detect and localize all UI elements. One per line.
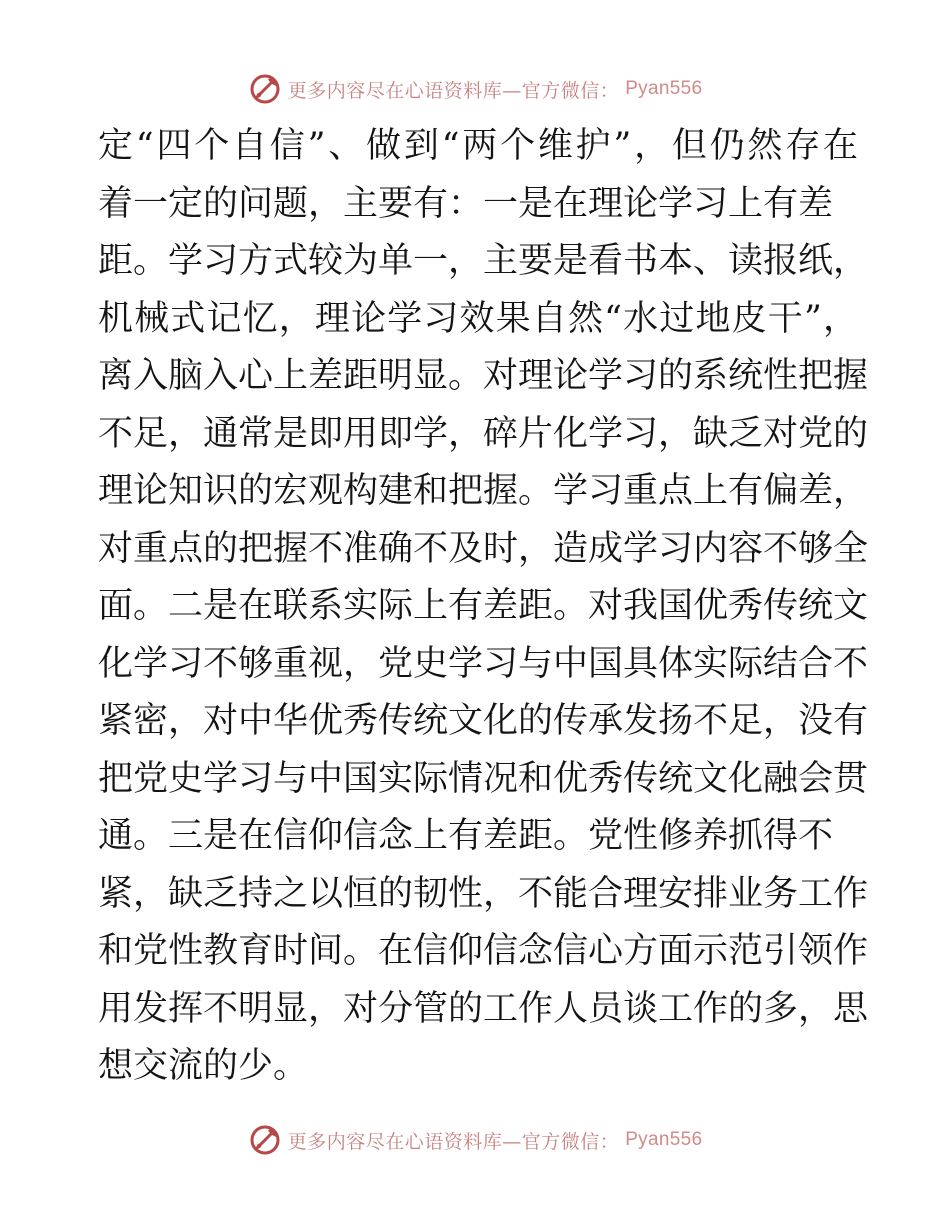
text-line: 对重点的把握不准确不及时，造成学习内容不够全 [98, 528, 869, 569]
watermark-text: 更多内容尽在心语资料库—官方微信： [287, 79, 620, 102]
text-line: 定“四个自信”、做到“两个维护”，但仍然存在 [98, 126, 858, 166]
quill-logo-icon [248, 1123, 282, 1157]
header-watermark [0, 72, 950, 106]
text-line: 想交流的少。 [98, 1046, 309, 1086]
text-line: 通。三是在信仰信念上有差距。党性修养抓得不 [98, 816, 834, 856]
text-line: 面。二是在联系实际上有差距。对我国优秀传统文 [98, 586, 869, 626]
text-line: 紧，缺乏持之以恒的韧性，不能合理安排业务工作 [98, 873, 869, 914]
body-text [98, 118, 869, 1096]
text-line: 距。学习方式较为单一，主要是看书本、读报纸， [98, 241, 869, 281]
text-line: 紧密，对中华优秀传统文化的传承发扬不足，没有 [98, 701, 869, 741]
quill-logo-icon [248, 72, 282, 106]
text-line: 着一定的问题，主要有：一是在理论学习上有差 [98, 183, 834, 224]
text-line: 机械式记忆，理论学习效果自然“水过地皮干”， [98, 298, 858, 339]
watermark-handle: Pyan556 [625, 78, 703, 99]
text-line: 化学习不够重视，党史学习与中国具体实际结合不 [98, 643, 869, 684]
text-line: 把党史学习与中国实际情况和优秀传统文化融会贯 [98, 758, 869, 799]
text-line: 和党性教育时间。在信仰信念信心方面示范引领作 [98, 931, 869, 971]
text-line: 不足，通常是即用即学，碎片化学习，缺乏对党的 [98, 413, 869, 454]
text-line: 理论知识的宏观构建和把握。学习重点上有偏差， [98, 471, 869, 511]
footer-watermark [0, 1123, 950, 1157]
text-line: 离入脑入心上差距明显。对理论学习的系统性把握 [98, 356, 869, 396]
watermark-text: 更多内容尽在心语资料库—官方微信： [287, 1130, 620, 1153]
text-line: 用发挥不明显，对分管的工作人员谈工作的多，思 [98, 988, 869, 1029]
watermark-handle: Pyan556 [625, 1129, 703, 1150]
